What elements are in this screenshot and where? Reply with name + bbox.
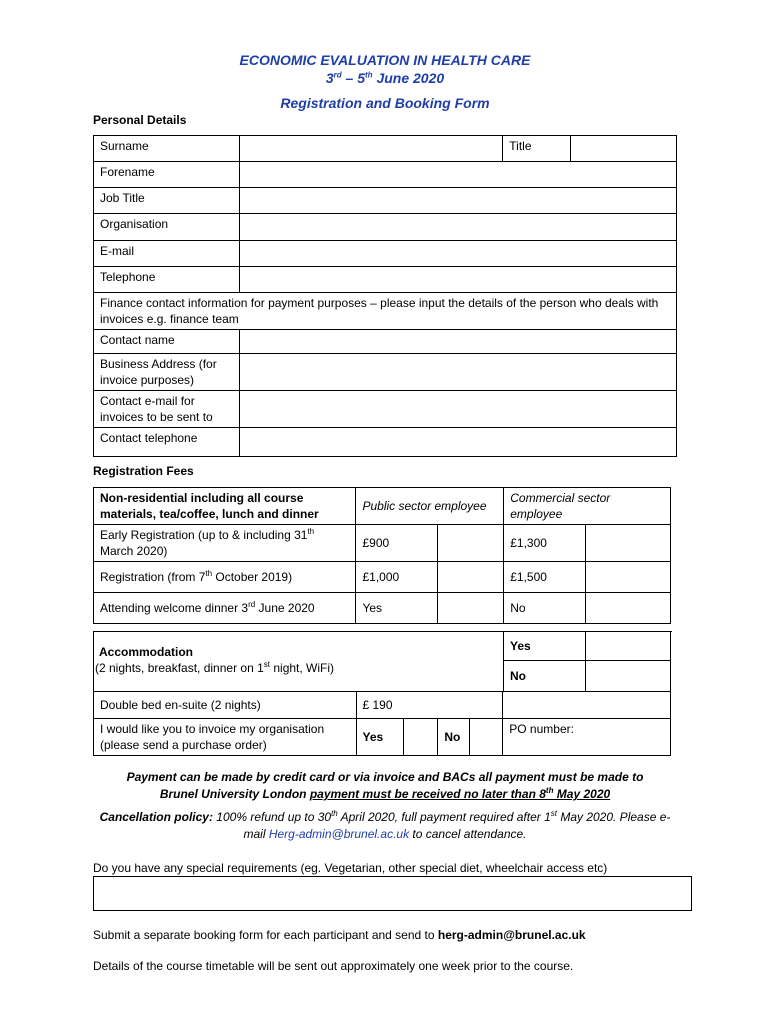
early-public-price: £900: [356, 525, 438, 562]
non-residential-label: Non-residential including all course materials, tea/coffee, lunch and dinner: [94, 488, 356, 525]
accommodation-no-label: No: [504, 661, 586, 692]
special-requirements-field[interactable]: [93, 876, 692, 911]
commercial-sector-header: Commercial sector employee: [504, 488, 671, 525]
early-commercial-price: £1,300: [504, 525, 586, 562]
form-title: Registration and Booking Form: [280, 95, 490, 111]
email-field[interactable]: [239, 241, 676, 267]
email-label: E-mail: [94, 241, 240, 267]
title-label: Title: [503, 136, 571, 162]
double-bed-field[interactable]: [503, 692, 671, 719]
contact-name-label: Contact name: [94, 330, 240, 354]
accommodation-description: (2 nights, breakfast, dinner on 1st night, WiFi): [95, 660, 335, 675]
submit-email: herg-admin@brunel.ac.uk: [437, 928, 586, 942]
registration-label: Registration (from 7th October 2019): [94, 562, 356, 593]
surname-label: Surname: [94, 136, 240, 162]
accommodation-options-table: [93, 691, 671, 756]
double-bed-price: £ 190: [356, 692, 503, 719]
telephone-field[interactable]: [239, 267, 676, 293]
course-dates: 3rd – 5th June 2020: [325, 70, 445, 86]
public-sector-header: Public sector employee: [356, 488, 504, 525]
registration-public-price: £1,000: [356, 562, 438, 593]
payment-note-line2: Brunel University London payment must be received no later than 8th May 2020: [159, 786, 611, 801]
title-field[interactable]: [571, 136, 677, 162]
registration-commercial-checkbox[interactable]: [586, 562, 671, 593]
personal-details-heading: Personal Details: [93, 113, 187, 127]
early-commercial-checkbox[interactable]: [586, 525, 671, 562]
invoice-organisation-label: I would like you to invoice my organisation (please send a purchase order): [94, 719, 357, 756]
dinner-yes-checkbox[interactable]: [438, 593, 504, 624]
registration-fees-heading: Registration Fees: [93, 464, 194, 478]
finance-contact-note: Finance contact information for payment purposes – please input the details of the person who deals with invoices e.g. finance team: [94, 293, 677, 330]
contact-email-label: Contact e-mail for invoices to be sent to: [94, 391, 240, 428]
telephone-label: Telephone: [94, 267, 240, 293]
dinner-yes-label: Yes: [356, 593, 438, 624]
course-title: ECONOMIC EVALUATION IN HEALTH CARE: [239, 52, 531, 68]
personal-details-table: [93, 135, 677, 457]
invoice-yes-label: Yes: [356, 719, 404, 756]
contact-name-field[interactable]: [239, 330, 676, 354]
payment-note-line1: Payment can be made by credit card or via invoice and BACs all payment must be made to: [126, 770, 644, 784]
invoice-yes-checkbox[interactable]: [404, 719, 438, 756]
organisation-label: Organisation: [94, 214, 240, 241]
double-bed-label: Double bed en-suite (2 nights): [94, 692, 357, 719]
accommodation-yes-checkbox[interactable]: [585, 632, 670, 661]
invoice-no-checkbox[interactable]: [470, 719, 503, 756]
job-title-label: Job Title: [94, 188, 240, 214]
accommodation-yes-label: Yes: [504, 632, 586, 661]
organisation-field[interactable]: [239, 214, 676, 241]
business-address-field[interactable]: [239, 354, 676, 391]
contact-telephone-label: Contact telephone: [94, 428, 240, 457]
surname-field[interactable]: [239, 136, 502, 162]
herg-admin-email-link[interactable]: Herg-admin@brunel.ac.uk: [268, 827, 410, 841]
cancellation-policy-line2: mail Herg-admin@brunel.ac.uk to cancel attendance.: [243, 827, 527, 841]
accommodation-no-checkbox[interactable]: [585, 661, 670, 692]
dinner-no-checkbox[interactable]: [586, 593, 671, 624]
early-registration-label: Early Registration (up to & including 31th March 2020): [94, 525, 356, 562]
registration-commercial-price: £1,500: [504, 562, 586, 593]
po-number-field[interactable]: PO number:: [503, 719, 671, 756]
special-requirements-question: Do you have any special requirements (eg. Vegetarian, other special diet, wheelchair access etc): [93, 861, 608, 875]
early-public-checkbox[interactable]: [438, 525, 504, 562]
submit-instructions: Submit a separate booking form for each participant and send to herg-admin@brunel.ac.uk: [93, 928, 586, 942]
job-title-field[interactable]: [239, 188, 676, 214]
accommodation-heading: Accommodation: [99, 645, 194, 659]
contact-email-field[interactable]: [239, 391, 676, 428]
dinner-no-label: No: [504, 593, 586, 624]
accommodation-yes-no-table: [503, 631, 671, 692]
invoice-no-label: No: [438, 719, 470, 756]
forename-field[interactable]: [239, 162, 676, 188]
cancellation-policy-line1: Cancellation policy: 100% refund up to 30th April 2020, full payment required after 1st May 2020. Please e-: [99, 809, 671, 824]
registration-public-checkbox[interactable]: [438, 562, 504, 593]
timetable-note: Details of the course timetable will be sent out approximately one week prior to the course.: [93, 959, 574, 973]
registration-fees-table: [93, 487, 671, 624]
forename-label: Forename: [94, 162, 240, 188]
welcome-dinner-label: Attending welcome dinner 3rd June 2020: [94, 593, 356, 624]
business-address-label: Business Address (for invoice purposes): [94, 354, 240, 391]
contact-telephone-field[interactable]: [239, 428, 676, 457]
